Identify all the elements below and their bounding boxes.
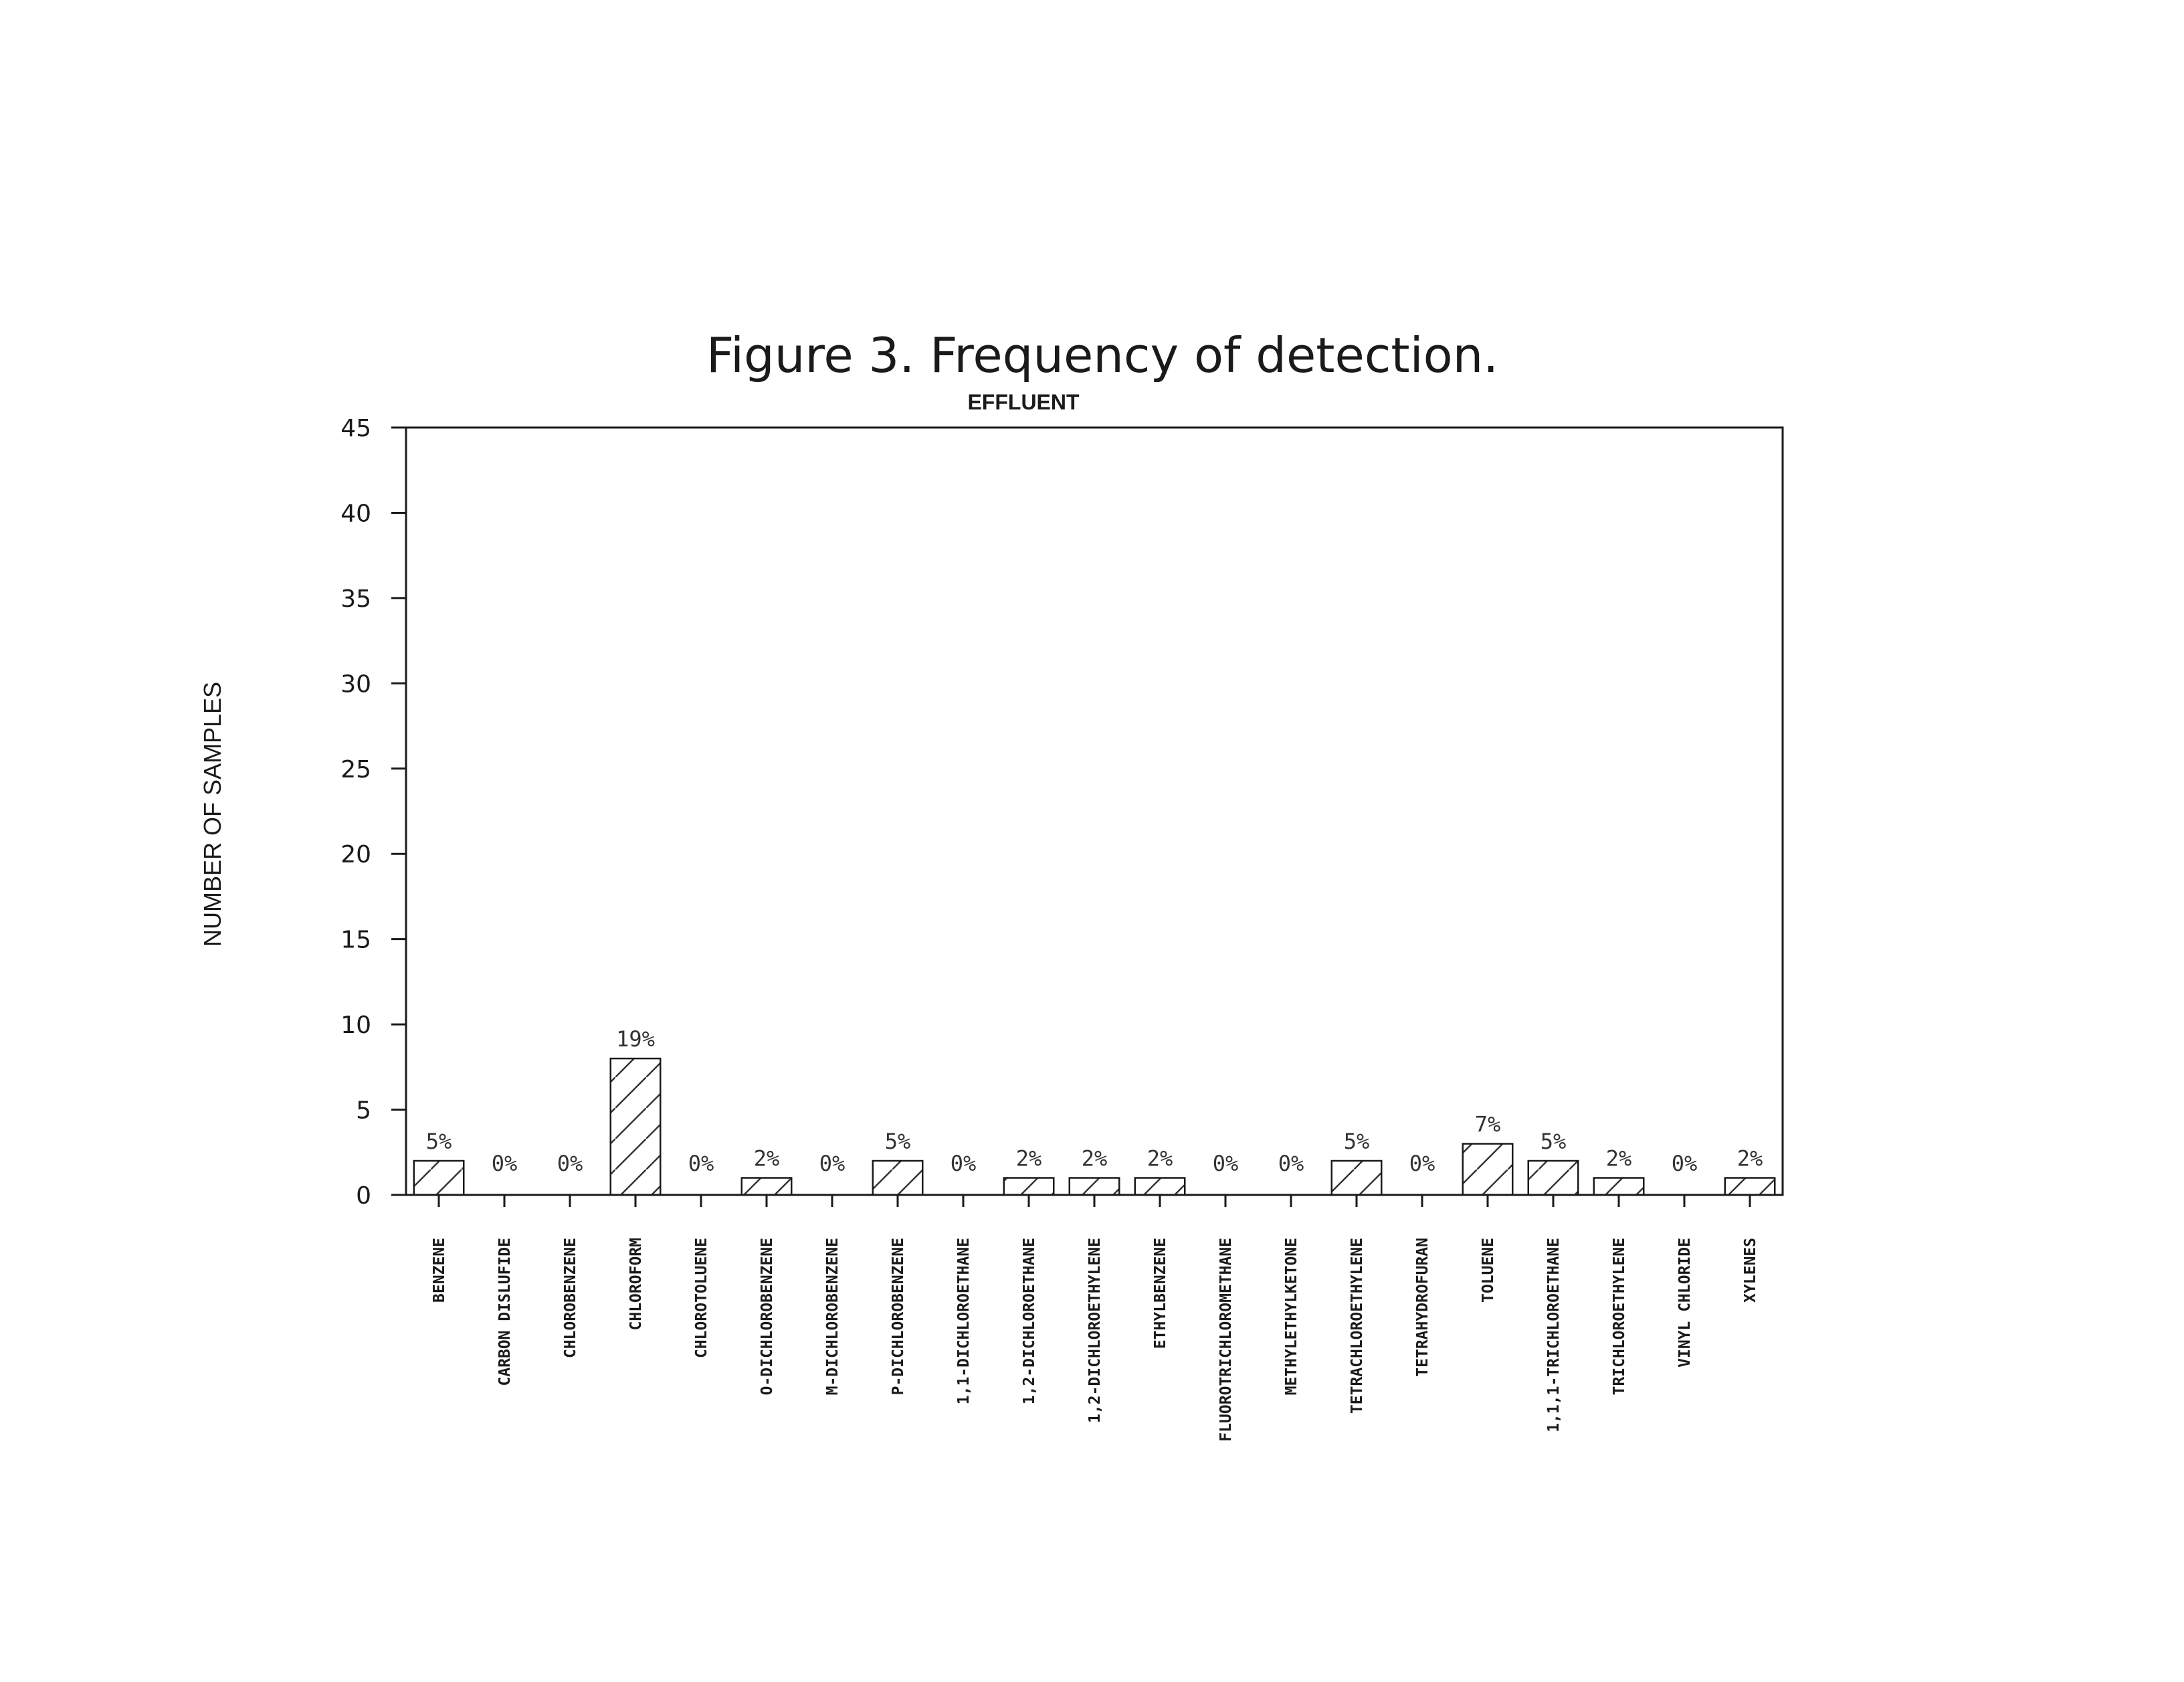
y-axis-label: NUMBER OF SAMPLES (199, 681, 226, 947)
y-tick-label: 10 (340, 1012, 371, 1040)
x-tick-label: VINYL CHLORIDE (1676, 1238, 1694, 1368)
data-label: 2% (1605, 1145, 1632, 1172)
chart-subtitle: EFFLUENT (967, 390, 1080, 414)
data-label: 0% (491, 1151, 518, 1176)
x-tick-label: TRICHLOROETHYLENE (1611, 1238, 1628, 1396)
data-label: 5% (884, 1129, 911, 1155)
bar (1594, 1178, 1644, 1195)
bar (1135, 1178, 1185, 1195)
data-label: 0% (688, 1151, 714, 1176)
bar (873, 1161, 922, 1195)
data-label: 2% (753, 1145, 780, 1172)
y-tick-label: 20 (340, 841, 371, 869)
x-tick-label: CHLOROTOLUENE (693, 1238, 710, 1359)
y-tick-label: 45 (340, 415, 371, 442)
x-tick-label: 1,1,1-TRICHLOROETHANE (1545, 1238, 1563, 1432)
data-label: 0% (557, 1151, 583, 1176)
x-tick-label: TETRACHLOROETHYLENE (1349, 1238, 1366, 1414)
data-label: 2% (1015, 1145, 1042, 1172)
data-label: 0% (1409, 1151, 1435, 1176)
x-tick-label: O-DICHLOROBENZENE (759, 1238, 776, 1396)
bar (611, 1058, 660, 1195)
x-tick-label: FLUOROTRICHLOROMETHANE (1217, 1238, 1235, 1442)
data-label: 5% (1343, 1129, 1370, 1155)
x-tick-label: CHLOROBENZENE (562, 1238, 579, 1359)
y-tick-label: 5 (356, 1097, 371, 1125)
x-tick-label: ETHYLBENZENE (1152, 1238, 1169, 1349)
bar (414, 1161, 464, 1195)
x-tick-label: CARBON DISLUFIDE (496, 1238, 514, 1386)
bar (1070, 1178, 1119, 1195)
data-label: 2% (1081, 1145, 1108, 1172)
bar (1725, 1178, 1775, 1195)
data-label: 19% (616, 1026, 655, 1052)
data-label: 0% (950, 1151, 977, 1176)
data-label: 2% (1736, 1145, 1763, 1172)
y-tick-label: 0 (356, 1182, 371, 1210)
y-tick-label: 35 (340, 585, 371, 613)
data-label: 2% (1147, 1145, 1173, 1172)
bar (1528, 1161, 1578, 1195)
y-tick-label: 15 (340, 926, 371, 954)
x-tick-label: METHYLETHYLKETONE (1283, 1238, 1300, 1396)
data-label: 0% (1671, 1151, 1698, 1176)
x-tick-label: TOLUENE (1480, 1238, 1497, 1303)
data-label: 5% (1540, 1129, 1567, 1155)
data-label: 7% (1474, 1111, 1501, 1137)
x-tick-label: CHLOROFORM (627, 1238, 645, 1331)
y-tick-label: 30 (340, 670, 371, 698)
data-label: 0% (819, 1151, 846, 1176)
bar (1332, 1161, 1381, 1195)
x-tick-label: M-DICHLOROBENZENE (824, 1238, 841, 1396)
y-tick-label: 25 (340, 755, 371, 783)
x-tick-label: P-DICHLOROBENZENE (890, 1238, 907, 1396)
chart-title: Figure 3. Frequency of detection. (706, 327, 1499, 383)
y-tick-label: 40 (340, 500, 371, 528)
data-label: 0% (1278, 1151, 1304, 1176)
bar (742, 1178, 791, 1195)
data-label: 0% (1212, 1151, 1239, 1176)
x-tick-label: BENZENE (431, 1238, 448, 1303)
x-tick-label: 1,1-DICHLOROETHANE (955, 1238, 973, 1405)
x-tick-label: XYLENES (1742, 1238, 1759, 1303)
x-tick-label: 1,2-DICHLOROETHYLENE (1086, 1238, 1104, 1423)
data-label: 5% (425, 1129, 452, 1155)
bar (1463, 1144, 1512, 1195)
bar (1004, 1178, 1054, 1195)
x-tick-label: 1,2-DICHLOROETHANE (1021, 1238, 1038, 1405)
x-tick-label: TETRAHYDROFURAN (1414, 1238, 1431, 1377)
